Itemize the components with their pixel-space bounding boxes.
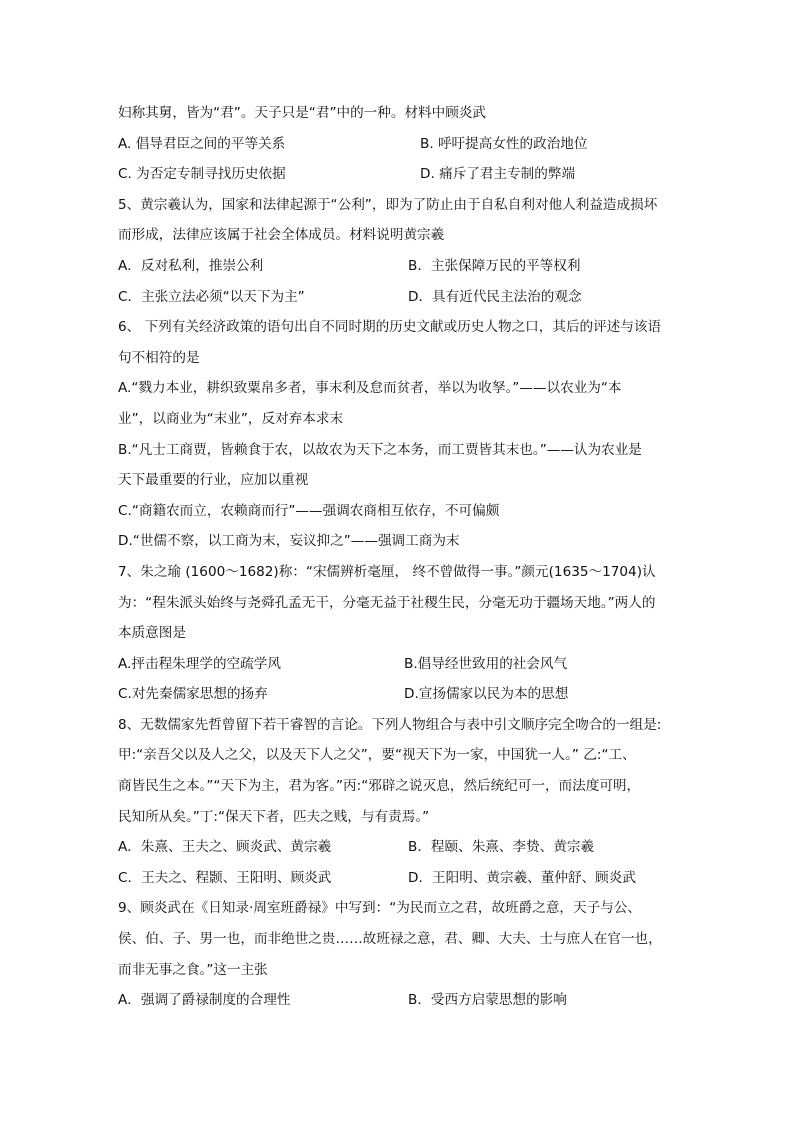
question-9-stem-line-1: 9、顾炎武在《日知录·周室班爵禄》中写到：“为民而立之君，故班爵之意，天子与公、 — [118, 900, 641, 917]
question-9-stem-line-3: 而非无事之食。”这一主张 — [118, 961, 268, 978]
q9-option-a[interactable]: A．强调了爵禄制度的合理性 — [118, 992, 291, 1009]
question-8-options-row-1 — [118, 837, 678, 868]
question-4-options-row-2 — [118, 164, 678, 195]
question-8-stem-line-2: 甲:“亲吾父以及人之父，以及天下人之父”，要“视天下为一家，中国犹一人。” 乙:“工、 — [118, 747, 636, 764]
question-7-options-row-2 — [118, 684, 678, 715]
q5-option-d[interactable]: D．具有近代民主法治的观念 — [408, 288, 582, 305]
q6-option-d[interactable]: D.“世儒不察，以工商为末，妄议抑之”——强调工商为末 — [118, 533, 460, 550]
q5-option-b[interactable]: B．主张保障万民的平等权利 — [408, 257, 581, 274]
q7-option-b[interactable]: B.倡导经世致用的社会风气 — [404, 655, 568, 672]
q7-option-d[interactable]: D.宣扬儒家以民为本的思想 — [404, 686, 569, 703]
question-6-stem-line-2: 句不相符的是 — [118, 349, 200, 366]
question-7-stem-line-1: 7、朱之瑜 (1600～1682)称：“宋儒辨析毫厘， 终不曾做得一事。”颜元(1635～1704)认 — [118, 563, 656, 580]
question-7-stem-line-3: 本质意图是 — [118, 625, 186, 642]
question-7-options-row-1 — [118, 654, 678, 685]
exam-page — [118, 103, 678, 1021]
question-5-options-row-2 — [118, 287, 678, 318]
q6-option-c[interactable]: C.“商籍农而立，农赖商而行”——强调农商相互依存，不可偏颇 — [118, 502, 500, 519]
question-9-stem-line-2: 侯、伯、子、男一也，而非绝世之贵……故班禄之意，君、卿、大夫、士与庶人在官一也， — [118, 931, 662, 948]
q5-option-a[interactable]: A．反对私利，推崇公利 — [118, 257, 264, 274]
q4-option-b[interactable]: B. 呼吁提高女性的政治地位 — [420, 135, 588, 152]
question-8-stem-line-1: 8、无数儒家先哲曾留下若干睿智的言论。下列人物组合与表中引文顺序完全吻合的一组是: — [118, 716, 662, 733]
question-5-options-row-1 — [118, 256, 678, 287]
q4-option-d[interactable]: D. 痛斥了君主专制的弊端 — [420, 166, 576, 183]
q4-option-a[interactable]: A. 倡导君臣之间的平等关系 — [118, 135, 286, 152]
question-6-stem-line-1: 6、 下列有关经济政策的语句出自不同时期的历史文献或历史人物之口，其后的评述与该语 — [118, 319, 662, 336]
question-7-stem-line-2: 为：“程朱派头始终与尧舜孔孟无干，分毫无益于社稷生民，分毫无功于疆场天地。”两人的 — [118, 594, 656, 611]
q6-option-b-line-1[interactable]: B.“凡士工商贾，皆赖食于农，以故农为天下之本务，而工贾皆其末也。”——认为农业是 — [118, 441, 642, 458]
q7-option-c[interactable]: C.对先秦儒家思想的扬弃 — [118, 686, 268, 703]
question-9-options-row-1 — [118, 990, 678, 1021]
question-8-options-row-2 — [118, 868, 678, 899]
q4-option-c[interactable]: C. 为否定专制寻找历史依据 — [118, 166, 286, 183]
question-5-stem-line-1: 5、黄宗羲认为，国家和法律起源于“公利”，即为了防止由于自私自利对他人利益造成损坏 — [118, 196, 658, 213]
q5-option-c[interactable]: C．主张立法必须“以天下为主” — [118, 288, 305, 305]
q9-option-b[interactable]: B．受西方启蒙思想的影响 — [408, 992, 567, 1009]
q8-option-b[interactable]: B．程颐、朱熹、李贽、黄宗羲 — [408, 839, 595, 856]
question-8-stem-line-4: 民知所从矣。”丁:“保天下者，匹夫之贱，与有责焉。” — [118, 808, 430, 825]
q6-option-a-line-1[interactable]: A.“戮力本业，耕织致粟帛多者，事末利及怠而贫者，举以为收孥。”——以农业为“本 — [118, 380, 622, 397]
q7-option-a[interactable]: A.抨击程朱理学的空疏学风 — [118, 655, 281, 672]
q8-option-d[interactable]: D．王阳明、黄宗羲、董仲舒、顾炎武 — [408, 869, 636, 886]
q8-option-c[interactable]: C．王夫之、程颢、王阳明、顾炎武 — [118, 869, 332, 886]
question-5-stem-line-2: 而形成，法律应该属于社会全体成员。材料说明黄宗羲 — [118, 227, 445, 244]
question-8-stem-line-3: 商皆民生之本。”“天下为主，君为客。”丙:“邪辟之说灭息，然后统纪可一，而法度可明， — [118, 778, 641, 795]
question-4-stem-tail: 妇称其舅，皆为“君”。天子只是“君”中的一种。材料中顾炎武 — [118, 105, 487, 121]
q8-option-a[interactable]: A．朱熹、王夫之、顾炎武、黄宗羲 — [118, 839, 332, 856]
q6-option-b-line-2[interactable]: 天下最重要的行业，应加以重视 — [118, 472, 309, 489]
question-4-options-row-1 — [118, 134, 678, 165]
q6-option-a-line-2[interactable]: 业”，以商业为“末业”，反对弃本求末 — [118, 410, 344, 427]
